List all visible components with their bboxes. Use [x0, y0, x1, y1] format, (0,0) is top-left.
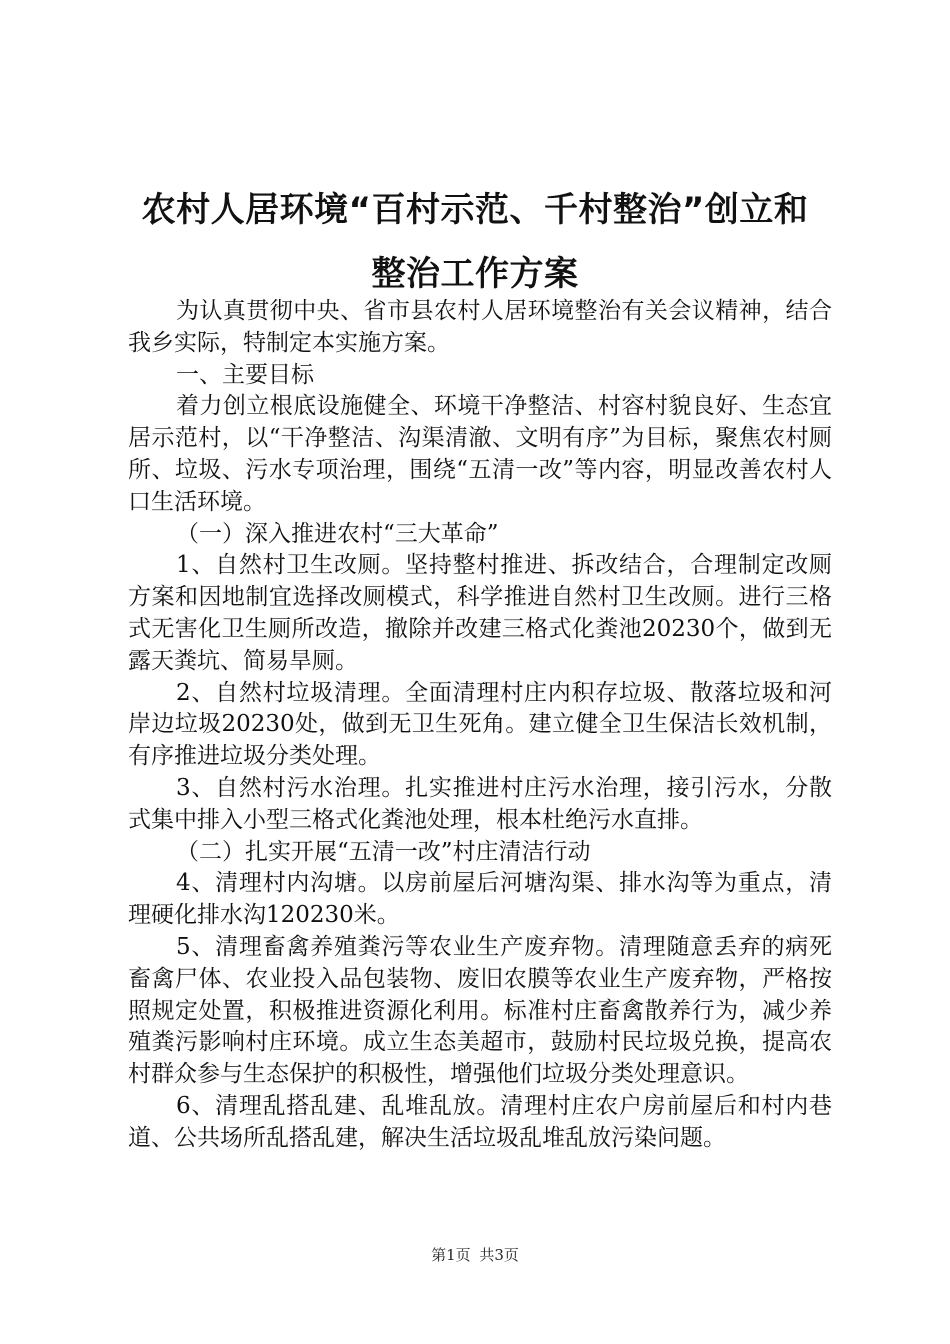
paragraph-livestock: 5、清理畜禽养殖粪污等农业生产废弃物。清理随意丢弃的病死畜禽尸体、农业投入品包装物、废旧农膜等农业生产废弃物，严格按照规定处置，积极推进资源化利用。标准村庄畜禽散养行为，减少养殖粪污影响村庄环境。成立生态美超市，鼓励村民垃圾兑换，提高农村群众参与生态保护的积极性，增强他们垃圾分类处理意识。: [128, 933, 832, 1088]
paragraph-goals: 着力创立根底设施健全、环境干净整洁、村容村貌良好、生态宜居示范村，以“干净整洁、沟渠清澈、文明有序”为目标，聚焦农村厕所、垃圾、污水专项治理，围绕“五清一改”等内容，明显改善农村人口生活环境。: [128, 393, 832, 515]
page-number: 第1页: [431, 1246, 471, 1264]
title-line-2: 整治工作方案: [371, 254, 579, 294]
paragraph-ditches: 4、清理村内沟塘。以房前屋后河塘沟渠、排水沟等为重点，清理硬化排水沟120230米。: [128, 870, 832, 929]
paragraph-toilet: 1、自然村卫生改厕。坚持整村推进、拆改结合，合理制定改厕方案和因地制宜选择改厕模式，科学推进自然村卫生改厕。进行三格式无害化卫生厕所改造，撤除并改建三格式化粪池20230个，做到无露天粪坑、简易旱厕。: [128, 552, 832, 674]
paragraph-illegal-building: 6、清理乱搭乱建、乱堆乱放。清理村庄农户房前屋后和村内巷道、公共场所乱搭乱建，解决生活垃圾乱堆乱放污染问题。: [128, 1092, 832, 1151]
paragraph-intro: 为认真贯彻中央、省市县农村人居环境整治有关会议精神，结合我乡实际，特制定本实施方案。: [128, 298, 832, 356]
heading-three-revolutions: （一）深入推进农村“三大革命”: [176, 520, 499, 547]
heading-five-clean: （二）扎实开展“五清一改”村庄清洁行动: [176, 838, 591, 865]
page-total: 共3页: [479, 1246, 519, 1264]
paragraph-garbage: 2、自然村垃圾清理。全面清理村庄内积存垃圾、散落垃圾和河岸边垃圾20230处，做到无卫生死角。建立健全卫生保洁长效机制，有序推进垃圾分类处理。: [128, 679, 832, 770]
document-title: [100, 178, 850, 306]
title-line-1: 农村人居环境“百村示范、千村整治”创立和: [141, 190, 809, 230]
paragraph-sewage: 3、自然村污水治理。扎实推进村庄污水治理，接引污水，分散式集中排入小型三格式化粪池处理，根本杜绝污水直排。: [128, 774, 832, 833]
heading-main-goals: 一、主要目标: [176, 361, 314, 388]
document-body: [128, 296, 832, 1155]
page-footer: [0, 1244, 950, 1265]
